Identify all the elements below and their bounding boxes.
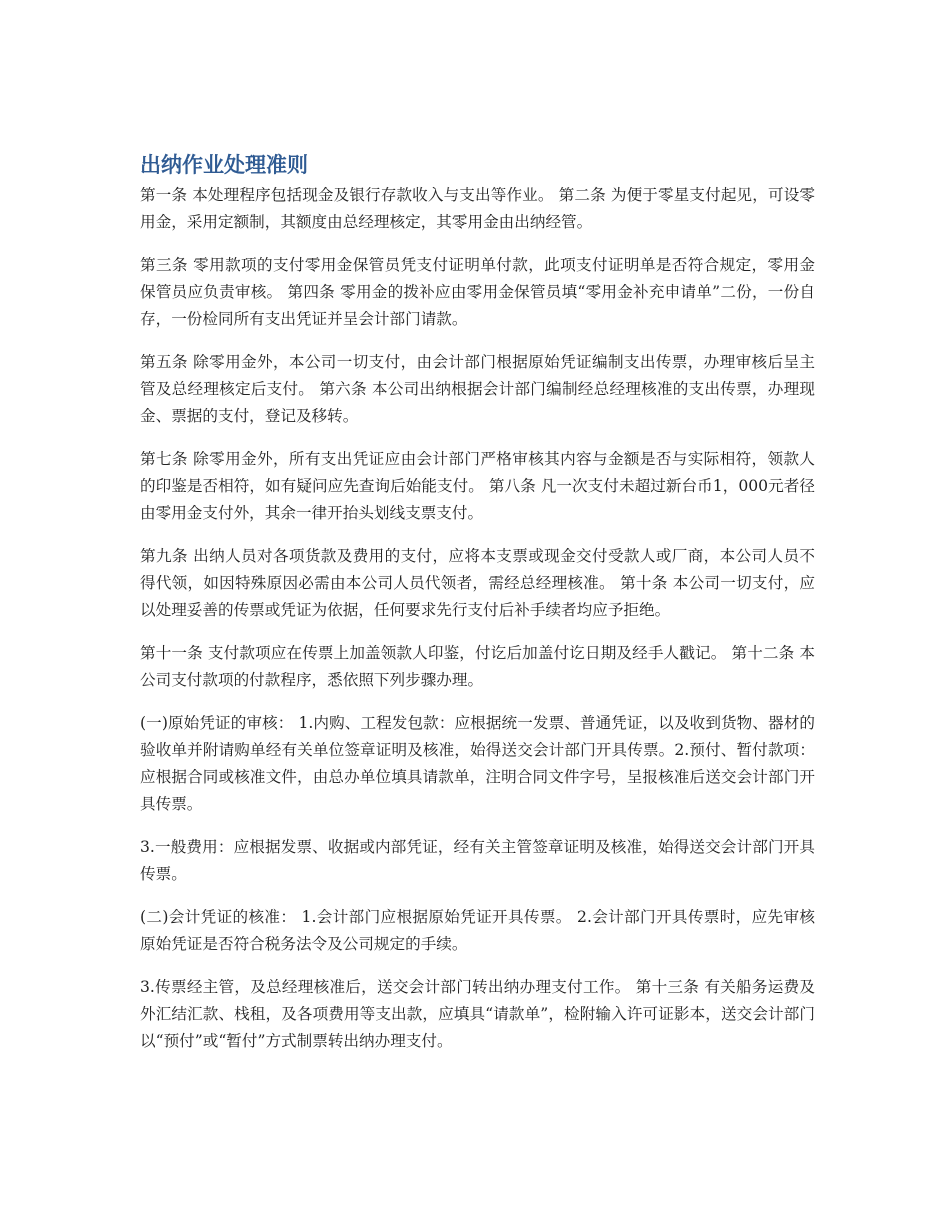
- document-page: [140, 150, 815, 1071]
- paragraph-4: 第七条 除零用金外，所有支出凭证应由会计部门严格审核其内容与金额是否与实际相符，领款人的印鉴是否相符，如有疑问应先查询后始能支付。 第八条 凡一次支付未超过新台币1，000元者径由零用金支付外，其余一律开抬头划线支票支付。: [140, 450, 815, 522]
- paragraph-7: (一)原始凭证的审核： 1.内购、工程发包款：应根据统一发票、普通凭证，以及收到货物、器材的验收单并附请购单经有关单位签章证明及核准，始得送交会计部门开具传票。2.预付、暂付款项：应根据合同或核准文件，由总办单位填具请款单，注明合同文件字号，呈报核准后送交会计部门开具传票。: [140, 714, 815, 813]
- paragraph-5: 第九条 出纳人员对各项货款及费用的支付，应将本支票或现金交付受款人或厂商，本公司人员不得代领，如因特殊原因必需由本公司人员代领者，需经总经理核准。 第十条 本公司一切支付，应以处理妥善的传票或凭证为依据，任何要求先行支付后补手续者均应予拒绝。: [140, 547, 815, 619]
- paragraph-1: 第一条 本处理程序包括现金及银行存款收入与支出等作业。 第二条 为便于零星支付起见，可设零用金，采用定额制，其额度由总经理核定，其零用金由出纳经管。: [140, 186, 815, 231]
- paragraph-8: 3.一般费用：应根据发票、收据或内部凭证，经有关主管签章证明及核准，始得送交会计部门开具传票。: [140, 838, 815, 883]
- paragraph-6: 第十一条 支付款项应在传票上加盖领款人印鉴，付讫后加盖付讫日期及经手人戳记。 第十二条 本公司支付款项的付款程序，悉依照下列步骤办理。: [140, 644, 815, 689]
- paragraph-9: (二)会计凭证的核准： 1.会计部门应根据原始凭证开具传票。 2.会计部门开具传票时，应先审核原始凭证是否符合税务法令及公司规定的手续。: [140, 908, 815, 953]
- paragraph-2: 第三条 零用款项的支付零用金保管员凭支付证明单付款，此项支付证明单是否符合规定，零用金保管员应负责审核。 第四条 零用金的拨补应由零用金保管员填“零用金补充申请单”二份，一份自存，一份检同所有支出凭证并呈会计部门请款。: [140, 256, 815, 328]
- paragraph-3: 第五条 除零用金外，本公司一切支付，由会计部门根据原始凭证编制支出传票，办理审核后呈主管及总经理核定后支付。 第六条 本公司出纳根据会计部门编制经总经理核准的支出传票，办理现金、票据的支付，登记及移转。: [140, 353, 815, 425]
- paragraph-10: 3.传票经主管，及总经理核准后，送交会计部门转出纳办理支付工作。 第十三条 有关船务运费及外汇结汇款、栈租，及各项费用等支出款，应填具“请款单”，检附输入许可证影本，送交会计部门以“预付”或“暂付”方式制票转出纳办理支付。: [140, 978, 815, 1050]
- document-title: 出纳作业处理准则: [140, 153, 308, 177]
